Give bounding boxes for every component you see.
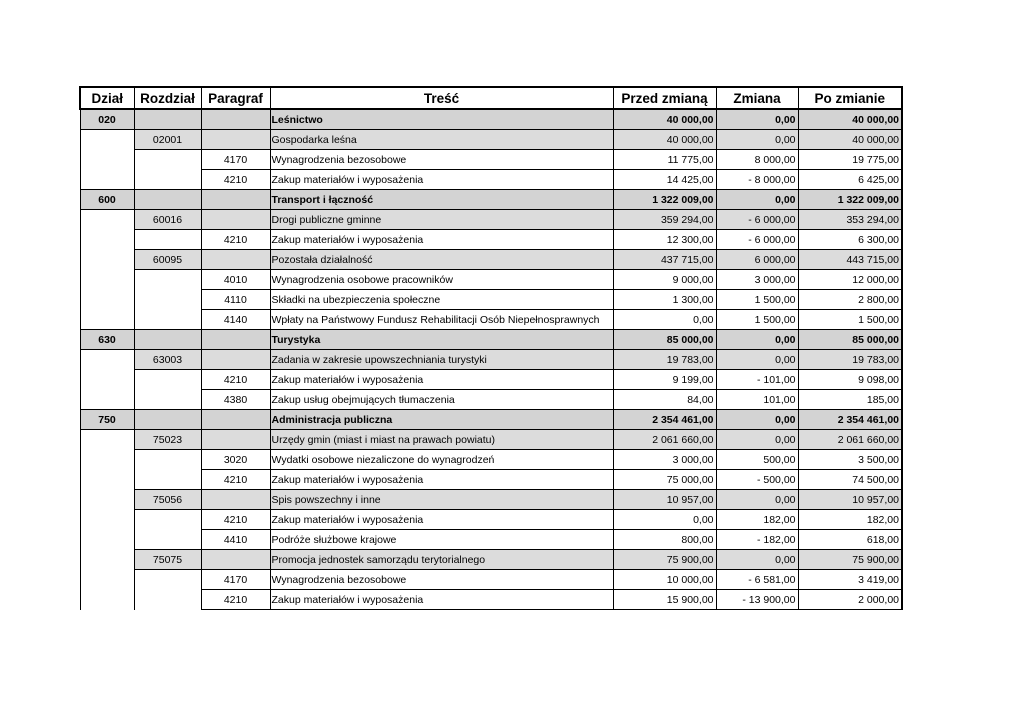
cell-dzial (80, 270, 134, 290)
cell-po-zmianie: 12 000,00 (798, 270, 902, 290)
cell-przed-zmiana: 2 354 461,00 (613, 410, 716, 430)
cell-przed-zmiana: 1 322 009,00 (613, 190, 716, 210)
table-row-paragraf (80, 570, 902, 590)
cell-dzial: 600 (80, 190, 134, 210)
cell-paragraf: 4210 (201, 170, 270, 190)
budget-table (79, 86, 903, 610)
cell-paragraf (201, 330, 270, 350)
cell-zmiana: 0,00 (716, 190, 798, 210)
cell-paragraf (201, 430, 270, 450)
cell-przed-zmiana: 19 783,00 (613, 350, 716, 370)
table-row-paragraf (80, 390, 902, 410)
cell-przed-zmiana: 40 000,00 (613, 109, 716, 130)
cell-rozdzial: 75023 (134, 430, 201, 450)
cell-paragraf (201, 350, 270, 370)
cell-paragraf: 4210 (201, 470, 270, 490)
cell-paragraf: 4210 (201, 230, 270, 250)
cell-dzial (80, 310, 134, 330)
cell-rozdzial (134, 510, 201, 530)
cell-po-zmianie: 2 800,00 (798, 290, 902, 310)
cell-tresc: Wynagrodzenia osobowe pracowników (270, 270, 613, 290)
cell-po-zmianie: 19 783,00 (798, 350, 902, 370)
cell-rozdzial (134, 290, 201, 310)
cell-po-zmianie: 3 500,00 (798, 450, 902, 470)
cell-tresc: Zakup usług obejmujących tłumaczenia (270, 390, 613, 410)
table-row-paragraf (80, 590, 902, 610)
cell-tresc: Wynagrodzenia bezosobowe (270, 570, 613, 590)
header-po-zmianie: Po zmianie (798, 87, 902, 109)
cell-po-zmianie: 1 322 009,00 (798, 190, 902, 210)
cell-rozdzial: 75056 (134, 490, 201, 510)
table-row-rozdzial (80, 130, 902, 150)
cell-dzial (80, 510, 134, 530)
cell-dzial (80, 170, 134, 190)
cell-rozdzial (134, 370, 201, 390)
cell-tresc: Zakup materiałów i wyposażenia (270, 590, 613, 610)
cell-tresc: Transport i łączność (270, 190, 613, 210)
cell-przed-zmiana: 14 425,00 (613, 170, 716, 190)
cell-paragraf (201, 109, 270, 130)
cell-tresc: Wydatki osobowe niezaliczone do wynagrodzeń (270, 450, 613, 470)
cell-zmiana: 500,00 (716, 450, 798, 470)
cell-rozdzial (134, 109, 201, 130)
cell-rozdzial: 02001 (134, 130, 201, 150)
cell-po-zmianie: 2 061 660,00 (798, 430, 902, 450)
cell-zmiana: 182,00 (716, 510, 798, 530)
cell-paragraf (201, 210, 270, 230)
cell-zmiana: - 6 000,00 (716, 230, 798, 250)
cell-zmiana: - 8 000,00 (716, 170, 798, 190)
cell-tresc: Wynagrodzenia bezosobowe (270, 150, 613, 170)
cell-tresc: Promocja jednostek samorządu terytorialnego (270, 550, 613, 570)
cell-tresc: Spis powszechny i inne (270, 490, 613, 510)
cell-zmiana: - 182,00 (716, 530, 798, 550)
cell-zmiana: 8 000,00 (716, 150, 798, 170)
cell-tresc: Drogi publiczne gminne (270, 210, 613, 230)
cell-dzial: 630 (80, 330, 134, 350)
cell-rozdzial: 75075 (134, 550, 201, 570)
cell-po-zmianie: 6 300,00 (798, 230, 902, 250)
cell-dzial (80, 550, 134, 570)
cell-po-zmianie: 85 000,00 (798, 330, 902, 350)
cell-rozdzial (134, 530, 201, 550)
cell-paragraf: 4210 (201, 590, 270, 610)
cell-rozdzial (134, 450, 201, 470)
cell-po-zmianie: 443 715,00 (798, 250, 902, 270)
cell-zmiana: 0,00 (716, 109, 798, 130)
cell-po-zmianie: 40 000,00 (798, 109, 902, 130)
cell-tresc: Turystyka (270, 330, 613, 350)
cell-przed-zmiana: 0,00 (613, 510, 716, 530)
cell-przed-zmiana: 359 294,00 (613, 210, 716, 230)
cell-dzial: 750 (80, 410, 134, 430)
cell-zmiana: 3 000,00 (716, 270, 798, 290)
table-row-rozdzial (80, 550, 902, 570)
cell-dzial (80, 570, 134, 590)
cell-tresc: Zakup materiałów i wyposażenia (270, 230, 613, 250)
cell-dzial (80, 230, 134, 250)
cell-rozdzial (134, 590, 201, 610)
cell-przed-zmiana: 12 300,00 (613, 230, 716, 250)
cell-dzial (80, 150, 134, 170)
cell-rozdzial: 60016 (134, 210, 201, 230)
cell-dzial (80, 530, 134, 550)
table-row-paragraf (80, 530, 902, 550)
cell-po-zmianie: 3 419,00 (798, 570, 902, 590)
cell-dzial (80, 370, 134, 390)
cell-dzial (80, 590, 134, 610)
cell-zmiana: 0,00 (716, 130, 798, 150)
cell-po-zmianie: 74 500,00 (798, 470, 902, 490)
cell-zmiana: 0,00 (716, 490, 798, 510)
header-tresc: Treść (270, 87, 613, 109)
cell-rozdzial: 63003 (134, 350, 201, 370)
cell-zmiana: 0,00 (716, 550, 798, 570)
table-row-paragraf (80, 170, 902, 190)
cell-przed-zmiana: 75 000,00 (613, 470, 716, 490)
table-row-rozdzial (80, 210, 902, 230)
cell-przed-zmiana: 9 000,00 (613, 270, 716, 290)
cell-przed-zmiana: 1 300,00 (613, 290, 716, 310)
cell-rozdzial (134, 410, 201, 430)
cell-paragraf (201, 250, 270, 270)
table-row-rozdzial (80, 490, 902, 510)
cell-tresc: Administracja publiczna (270, 410, 613, 430)
cell-przed-zmiana: 40 000,00 (613, 130, 716, 150)
cell-przed-zmiana: 84,00 (613, 390, 716, 410)
cell-przed-zmiana: 75 900,00 (613, 550, 716, 570)
cell-dzial (80, 130, 134, 150)
cell-paragraf (201, 130, 270, 150)
cell-tresc: Urzędy gmin (miast i miast na prawach powiatu) (270, 430, 613, 450)
header-paragraf: Paragraf (201, 87, 270, 109)
cell-paragraf: 3020 (201, 450, 270, 470)
cell-przed-zmiana: 437 715,00 (613, 250, 716, 270)
cell-paragraf: 4170 (201, 150, 270, 170)
cell-dzial (80, 470, 134, 490)
cell-paragraf (201, 190, 270, 210)
header-row (80, 87, 902, 109)
cell-przed-zmiana: 3 000,00 (613, 450, 716, 470)
table-row-dzial (80, 109, 902, 130)
cell-rozdzial (134, 270, 201, 290)
cell-paragraf (201, 410, 270, 430)
cell-tresc: Gospodarka leśna (270, 130, 613, 150)
cell-przed-zmiana: 0,00 (613, 310, 716, 330)
cell-po-zmianie: 10 957,00 (798, 490, 902, 510)
table-row-dzial (80, 190, 902, 210)
cell-rozdzial (134, 470, 201, 490)
header-zmiana: Zmiana (716, 87, 798, 109)
cell-dzial (80, 250, 134, 270)
cell-zmiana: - 6 000,00 (716, 210, 798, 230)
cell-tresc: Podróże służbowe krajowe (270, 530, 613, 550)
table-row-rozdzial (80, 250, 902, 270)
cell-paragraf: 4010 (201, 270, 270, 290)
cell-tresc: Zakup materiałów i wyposażenia (270, 370, 613, 390)
cell-zmiana: 1 500,00 (716, 310, 798, 330)
cell-po-zmianie: 185,00 (798, 390, 902, 410)
cell-rozdzial (134, 570, 201, 590)
cell-dzial (80, 490, 134, 510)
cell-po-zmianie: 9 098,00 (798, 370, 902, 390)
table-row-rozdzial (80, 430, 902, 450)
cell-zmiana: 6 000,00 (716, 250, 798, 270)
cell-po-zmianie: 19 775,00 (798, 150, 902, 170)
table-row-paragraf (80, 470, 902, 490)
cell-paragraf (201, 550, 270, 570)
cell-rozdzial (134, 330, 201, 350)
table-row-paragraf (80, 230, 902, 250)
cell-po-zmianie: 2 000,00 (798, 590, 902, 610)
cell-zmiana: 0,00 (716, 430, 798, 450)
cell-rozdzial (134, 150, 201, 170)
cell-tresc: Zakup materiałów i wyposażenia (270, 170, 613, 190)
cell-rozdzial (134, 390, 201, 410)
cell-tresc: Leśnictwo (270, 109, 613, 130)
cell-rozdzial (134, 230, 201, 250)
cell-rozdzial (134, 310, 201, 330)
cell-dzial (80, 350, 134, 370)
cell-tresc: Składki na ubezpieczenia społeczne (270, 290, 613, 310)
cell-po-zmianie: 1 500,00 (798, 310, 902, 330)
table-body (80, 109, 902, 610)
cell-zmiana: - 101,00 (716, 370, 798, 390)
table-row-paragraf (80, 450, 902, 470)
cell-zmiana: 0,00 (716, 410, 798, 430)
cell-tresc: Pozostała działalność (270, 250, 613, 270)
cell-zmiana: - 13 900,00 (716, 590, 798, 610)
cell-przed-zmiana: 10 957,00 (613, 490, 716, 510)
cell-dzial (80, 390, 134, 410)
table-row-dzial (80, 330, 902, 350)
cell-dzial (80, 210, 134, 230)
cell-rozdzial (134, 170, 201, 190)
cell-przed-zmiana: 9 199,00 (613, 370, 716, 390)
cell-paragraf: 4110 (201, 290, 270, 310)
cell-zmiana: - 500,00 (716, 470, 798, 490)
table-row-paragraf (80, 290, 902, 310)
cell-tresc: Zakup materiałów i wyposażenia (270, 470, 613, 490)
header-dzial: Dział (80, 87, 134, 109)
cell-przed-zmiana: 11 775,00 (613, 150, 716, 170)
cell-po-zmianie: 182,00 (798, 510, 902, 530)
cell-zmiana: 0,00 (716, 330, 798, 350)
cell-po-zmianie: 353 294,00 (798, 210, 902, 230)
cell-paragraf: 4410 (201, 530, 270, 550)
cell-rozdzial (134, 190, 201, 210)
cell-przed-zmiana: 2 061 660,00 (613, 430, 716, 450)
header-przed-zmiana: Przed zmianą (613, 87, 716, 109)
header-rozdzial: Rozdział (134, 87, 201, 109)
cell-dzial (80, 430, 134, 450)
table-row-paragraf (80, 510, 902, 530)
cell-przed-zmiana: 10 000,00 (613, 570, 716, 590)
table-row-paragraf (80, 270, 902, 290)
cell-po-zmianie: 618,00 (798, 530, 902, 550)
cell-dzial (80, 450, 134, 470)
cell-po-zmianie: 6 425,00 (798, 170, 902, 190)
table-row-paragraf (80, 310, 902, 330)
cell-po-zmianie: 40 000,00 (798, 130, 902, 150)
cell-zmiana: 101,00 (716, 390, 798, 410)
cell-przed-zmiana: 15 900,00 (613, 590, 716, 610)
cell-paragraf: 4170 (201, 570, 270, 590)
cell-po-zmianie: 2 354 461,00 (798, 410, 902, 430)
cell-tresc: Zadania w zakresie upowszechniania turystyki (270, 350, 613, 370)
cell-po-zmianie: 75 900,00 (798, 550, 902, 570)
cell-tresc: Zakup materiałów i wyposażenia (270, 510, 613, 530)
cell-paragraf (201, 490, 270, 510)
cell-rozdzial: 60095 (134, 250, 201, 270)
table-row-rozdzial (80, 350, 902, 370)
table-row-dzial (80, 410, 902, 430)
cell-paragraf: 4140 (201, 310, 270, 330)
cell-zmiana: 1 500,00 (716, 290, 798, 310)
cell-dzial: 020 (80, 109, 134, 130)
cell-zmiana: 0,00 (716, 350, 798, 370)
cell-przed-zmiana: 800,00 (613, 530, 716, 550)
cell-paragraf: 4210 (201, 370, 270, 390)
table-row-paragraf (80, 370, 902, 390)
cell-zmiana: - 6 581,00 (716, 570, 798, 590)
cell-paragraf: 4380 (201, 390, 270, 410)
cell-paragraf: 4210 (201, 510, 270, 530)
table-row-paragraf (80, 150, 902, 170)
cell-przed-zmiana: 85 000,00 (613, 330, 716, 350)
cell-tresc: Wpłaty na Państwowy Fundusz Rehabilitacji Osób Niepełnosprawnych (270, 310, 613, 330)
cell-dzial (80, 290, 134, 310)
